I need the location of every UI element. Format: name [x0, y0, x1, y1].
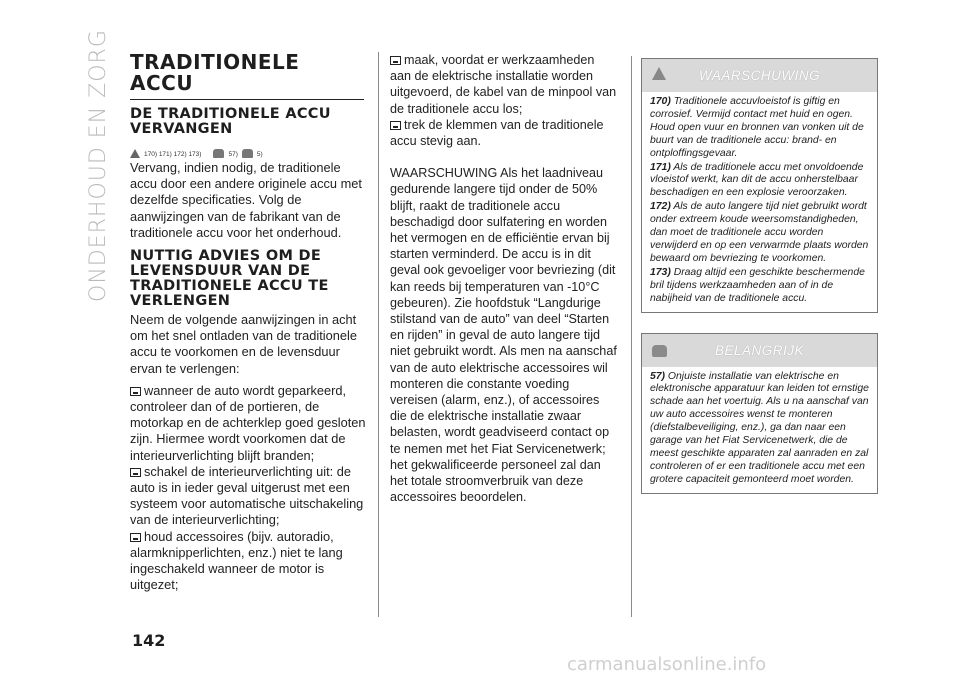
bullet-item: wanneer de auto wordt geparkeerd, controleer dan of de portieren, de motorkap en de achterklep goed gesloten zijn. Hiermee wordt voorkomen dat de interieurverlichting blijft branden; — [130, 382, 366, 463]
car-icon — [652, 345, 667, 357]
column-1 — [130, 52, 368, 593]
checkbox-bullet-icon — [390, 121, 401, 130]
important-refs: 57) — [228, 151, 238, 158]
important-item: 57) Onjuiste installatie van elektrische en elektronische apparatuur kan leiden tot ernstige schade aan het voertuig. Als u na aanschaf van uw auto accessoires wenst te monteren (diefstalbeveiliging, enz.), ga dan naar een garage van het Fiat Servicenetwerk, die de meest geschikte apparaten zal aanraden en zal controleren of er een traditionele accu met een grotere capaciteit gemonteerd moet worden. — [650, 370, 869, 485]
watermark: carmanualsonline.info — [567, 654, 767, 675]
page-title: TRADITIONELE ACCU — [130, 52, 364, 100]
side-title-text: ONDERHOUD EN ZORG — [86, 29, 111, 302]
column-3 — [641, 58, 878, 514]
column-divider-1 — [378, 52, 379, 617]
warning-box-header — [642, 59, 877, 92]
advice-intro: Neem de volgende aanwijzingen in acht om het snel ontladen van de traditionele accu te voorkomen en de levensduur ervan te verlengen: — [130, 312, 357, 376]
important-box-header — [642, 334, 877, 367]
warning-paragraph: WAARSCHUWING Als het laadniveau gedurende langere tijd onder de 50% blijft, raakt de traditionele accu beschadigd door sulfatering en worden het vermogen en de efficiëntie ervan bij starten verminderd. De accu is in dit geval ook gevoeliger voor bevriezing (dit kan reeds bij temperaturen van -10°C gebeuren). Zie hoofdstuk “Langdurige stilstand van de auto” van deel “Starten en rijden” in geval de auto langere tijd niet gebruikt wordt. Als men na aanschaf van de auto elektrische accessoires wil monteren die constante voeding vereisen (alarm, enz.), of accessoires die de elektrische installatie zwaar belasten, wordt geadviseerd contact op te nemen met het Fiat Servicenetwerk; het gekwalificeerde personeel zal dan het totale stroomverbruik van deze accessoires beoordelen. — [390, 166, 617, 505]
car-icon — [213, 149, 224, 158]
bullet-item: maak, voordat er werkzaamheden aan de elektrische installatie worden uitgevoerd, de kabel van de minpool van de traditionele accu los; — [390, 53, 617, 116]
warning-triangle-icon — [130, 149, 140, 158]
important-box-body — [642, 367, 877, 493]
bullet-item: schakel de interieurverlichting uit: de auto is in ieder geval uitgerust met een systeem voor automatische uitschakeling van de interieurverlichting; — [130, 463, 364, 528]
reference-markers — [130, 140, 368, 158]
warning-box-title: WAARSCHUWING — [698, 68, 821, 83]
checkbox-bullet-icon — [390, 56, 401, 65]
warning-item: 170) Traditionele accuvloeistof is giftig en corrosief. Vermijd contact met huid en ogen. Houd open vuur en bronnen van vonken uit de buurt van de traditionele accu: brand- en ontploffingsgevaar. — [650, 96, 864, 159]
bullet-item: trek de klemmen van de traditionele accu stevig aan. — [390, 117, 604, 149]
checkbox-bullet-icon — [130, 387, 141, 396]
warning-icon — [652, 67, 666, 80]
bullet-item: houd accessoires (bijv. autoradio, alarmknipperlichten, enz.) niet te lang ingeschakeld wanneer de motor is uitgezet; — [130, 528, 343, 593]
warning-item: 171) Als de traditionele accu met onvoldoende vloeistof werkt, kan dit de accu onherstelbaar beschadigen en een explosie veroorzaken. — [650, 161, 864, 199]
column-2 — [390, 52, 618, 505]
page-number: 142 — [132, 631, 166, 650]
replace-paragraph: Vervang, indien nodig, de traditionele accu door een andere originele accu met dezelfde specificaties. Volg de aanwijzingen van de fabrikant van de traditionele accu voor het onderhoud. — [130, 160, 362, 240]
checkbox-bullet-icon — [130, 468, 141, 477]
warning-item: 173) Draag altijd een geschikte beschermende bril tijdens werkzaamheden aan of in de nabijheid van de traditionele accu. — [650, 266, 865, 304]
important-box — [641, 333, 878, 494]
warning-box — [641, 58, 878, 313]
section-side-title — [80, 29, 116, 340]
section-heading-replace: DE TRADITIONELE ACCU VERVANGEN — [130, 106, 331, 137]
warning-item: 172) Als de auto langere tijd niet gebruikt wordt onder extreem koude weersomstandigheden, dan moet de traditionele accu worden verwijderd en op een verwarmde plaats worden bewaard om bevriezing te voorkomen. — [650, 201, 869, 264]
environment-icon — [242, 149, 253, 158]
checkbox-bullet-icon — [130, 533, 141, 542]
environment-refs: 5) — [256, 151, 263, 158]
section-heading-advice: NUTTIG ADVIES OM DE LEVENSDUUR VAN DE TRADITIONELE ACCU TE VERLENGEN — [130, 248, 329, 310]
warning-refs: 170) 171) 172) 173) — [144, 151, 202, 158]
important-box-title: BELANGRIJK — [714, 342, 805, 358]
column-divider-2 — [631, 56, 632, 617]
warning-box-body — [642, 92, 877, 312]
